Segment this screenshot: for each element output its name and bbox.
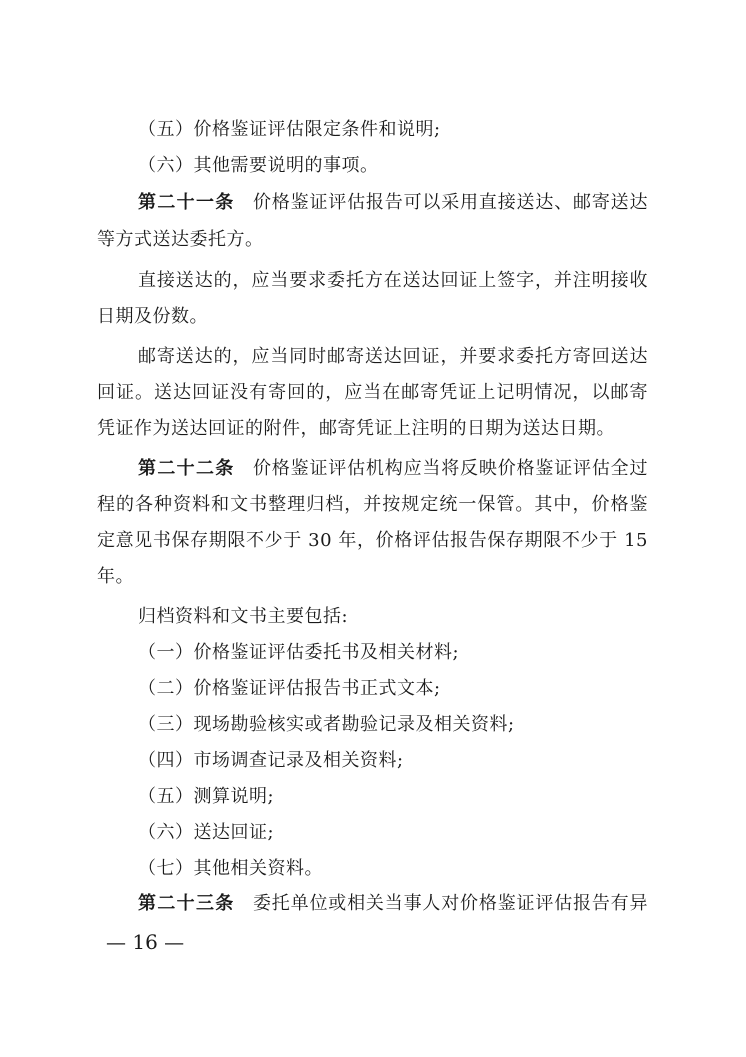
line-text: 直接送达的，应当要求委托方在送达回证上签字，并注明接收 [138, 270, 648, 291]
article-number: 第二十一条 [138, 192, 235, 213]
line-text: 委托单位或相关当事人对价格鉴证评估报告有异 [252, 893, 649, 914]
paragraph-line [97, 382, 648, 404]
line-text: 程的各种资料和文书整理归档，并按规定统一保管。其中，价格鉴 [97, 494, 648, 515]
line-text: 回证。送达回证没有寄回的，应当在邮寄凭证上记明情况，以邮寄 [97, 382, 648, 403]
list-item [138, 786, 274, 808]
line-text: （五）测算说明; [138, 786, 275, 807]
page-number: — 16 — [106, 930, 185, 954]
article-number: 第二十三条 [138, 893, 235, 914]
line-text: （五）价格鉴证评估限定条件和说明; [138, 119, 441, 140]
list-item [138, 678, 441, 700]
list-item [138, 155, 379, 177]
line-text: （六）送达回证; [138, 822, 275, 843]
line-text: 定意见书保存期限不少于 30 年，价格评估报告保存期限不少于 15 [97, 530, 648, 551]
paragraph-line [97, 229, 264, 251]
line-text: 价格鉴证评估报告可以采用直接送达、邮寄送达 [252, 192, 649, 213]
article-heading-line [138, 893, 648, 915]
paragraph-line [138, 606, 348, 628]
line-text: （六）其他需要说明的事项。 [138, 155, 379, 176]
line-text: 年。 [97, 566, 134, 587]
line-text: （一）价格鉴证评估委托书及相关材料; [138, 642, 460, 663]
line-text: 邮寄送达的，应当同时邮寄送达回证，并要求委托方寄回送达 [138, 346, 648, 367]
line-text: 等方式送达委托方。 [97, 229, 264, 250]
line-text: 归档资料和文书主要包括: [138, 606, 349, 627]
line-text: 日期及份数。 [97, 306, 208, 327]
list-item [138, 822, 274, 844]
line-text: （三）现场勘验核实或者勘验记录及相关资料; [138, 714, 515, 735]
paragraph-line [97, 530, 648, 552]
paragraph-line [97, 418, 615, 440]
paragraph-line [97, 494, 648, 516]
list-item [138, 642, 459, 664]
list-item [138, 750, 404, 772]
article-number: 第二十二条 [138, 458, 235, 479]
list-item [138, 858, 323, 880]
line-text: 凭证作为送达回证的附件，邮寄凭证上注明的日期为送达日期。 [97, 418, 615, 439]
paragraph-line [138, 346, 648, 368]
article-heading-line [138, 458, 648, 480]
line-text: （七）其他相关资料。 [138, 858, 323, 879]
list-item [138, 119, 441, 141]
line-text: （二）价格鉴证评估报告书正式文本; [138, 678, 441, 699]
list-item [138, 714, 515, 736]
article-heading-line [138, 192, 648, 214]
line-text: 价格鉴证评估机构应当将反映价格鉴证评估全过 [252, 458, 649, 479]
paragraph-line [138, 270, 648, 292]
paragraph-line [97, 566, 134, 588]
line-text: （四）市场调查记录及相关资料; [138, 750, 404, 771]
paragraph-line [97, 306, 208, 328]
